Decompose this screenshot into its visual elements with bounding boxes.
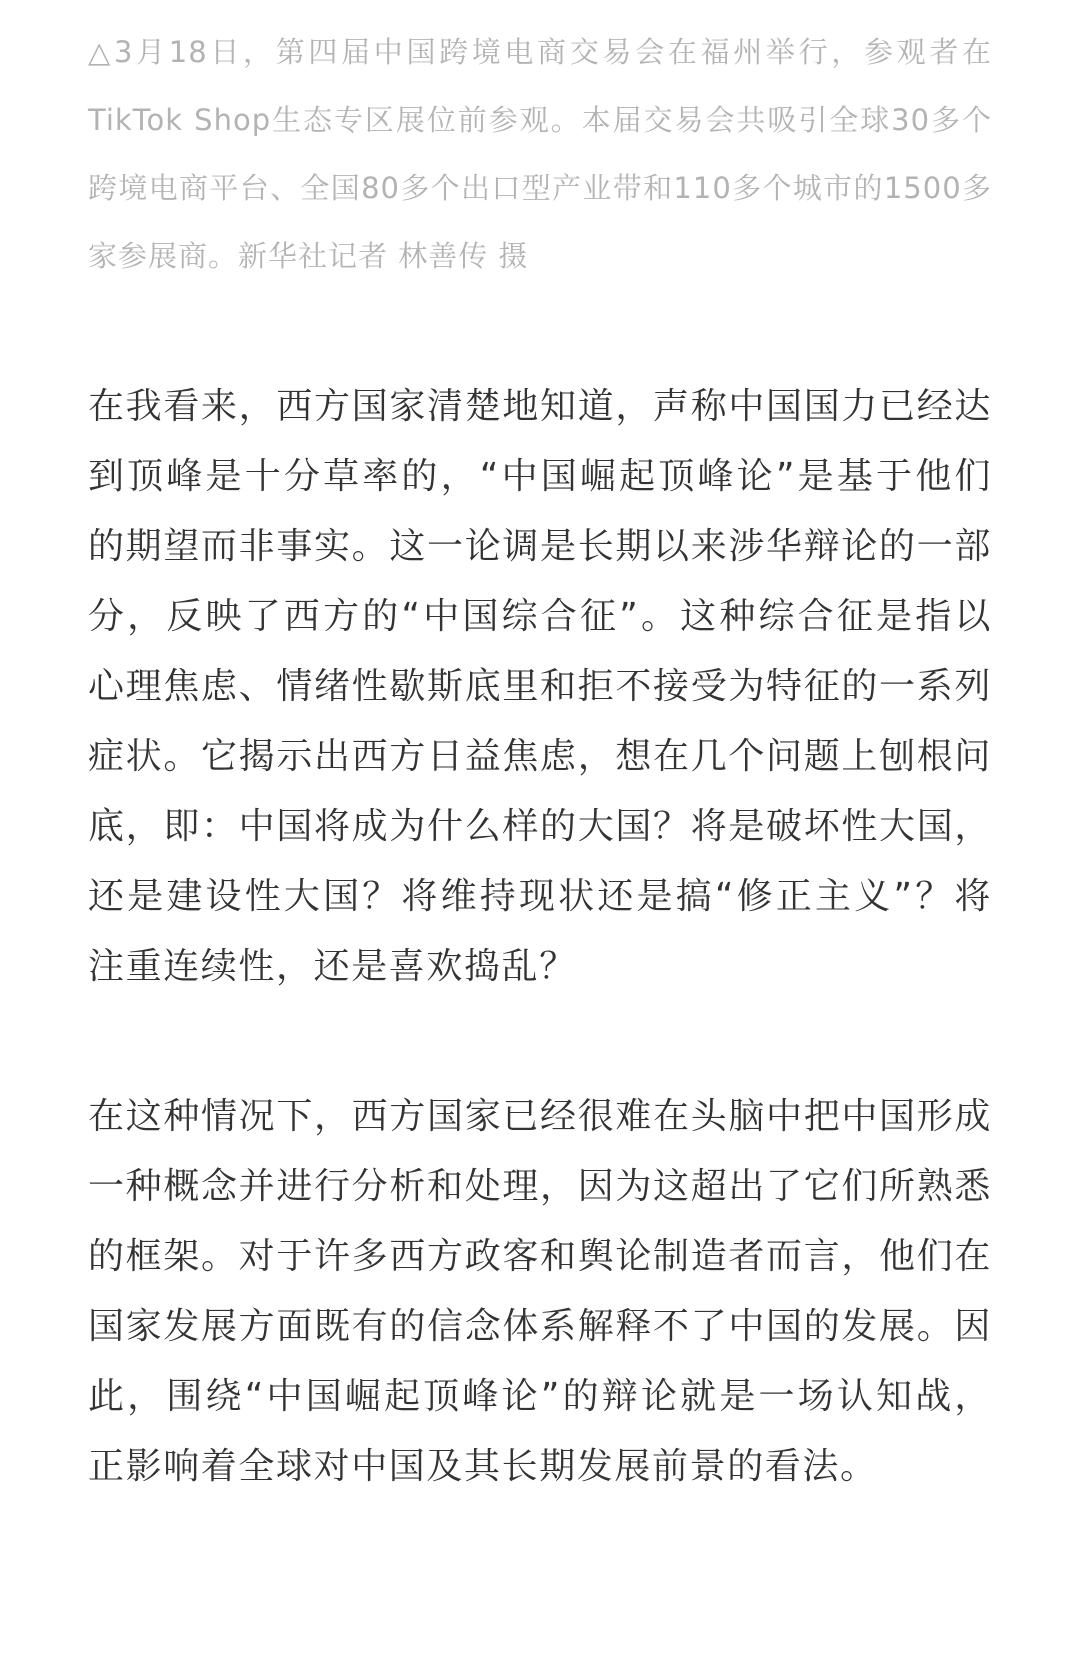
photo-caption: △3月18日，第四届中国跨境电商交易会在福州举行，参观者在TikTok Shop生态专区展位前参观。本届交易会共吸引全球30多个跨境电商平台、全国80多个出口型产业带和110多个城市的1500多家参展商。新华社记者 林善传 摄 xyxy=(88,35,992,273)
body-paragraph-2: 在这种情况下，西方国家已经很难在头脑中把中国形成一种概念并进行分析和处理，因为这超出了它们所熟悉的框架。对于许多西方政客和舆论制造者而言，他们在国家发展方面既有的信念体系解释不了中国的发展。因此，围绕“中国崛起顶峰论”的辩论就是一场认知战，正影响着全球对中国及其长期发展前景的看法。 xyxy=(88,1096,992,1487)
body-paragraph-1: 在我看来，西方国家清楚地知道，声称中国国力已经达到顶峰是十分草率的，“中国崛起顶峰论”是基于他们的期望而非事实。这一论调是长期以来涉华辩论的一部分，反映了西方的“中国综合征”。这种综合征是指以心理焦虑、情绪性歇斯底里和拒不接受为特征的一系列症状。它揭示出西方日益焦虑，想在几个问题上刨根问底，即：中国将成为什么样的大国？将是破坏性大国，还是建设性大国？将维持现状还是搞“修正主义”？将注重连续性，还是喜欢捣乱？ xyxy=(88,386,992,987)
article-body xyxy=(88,18,992,1502)
